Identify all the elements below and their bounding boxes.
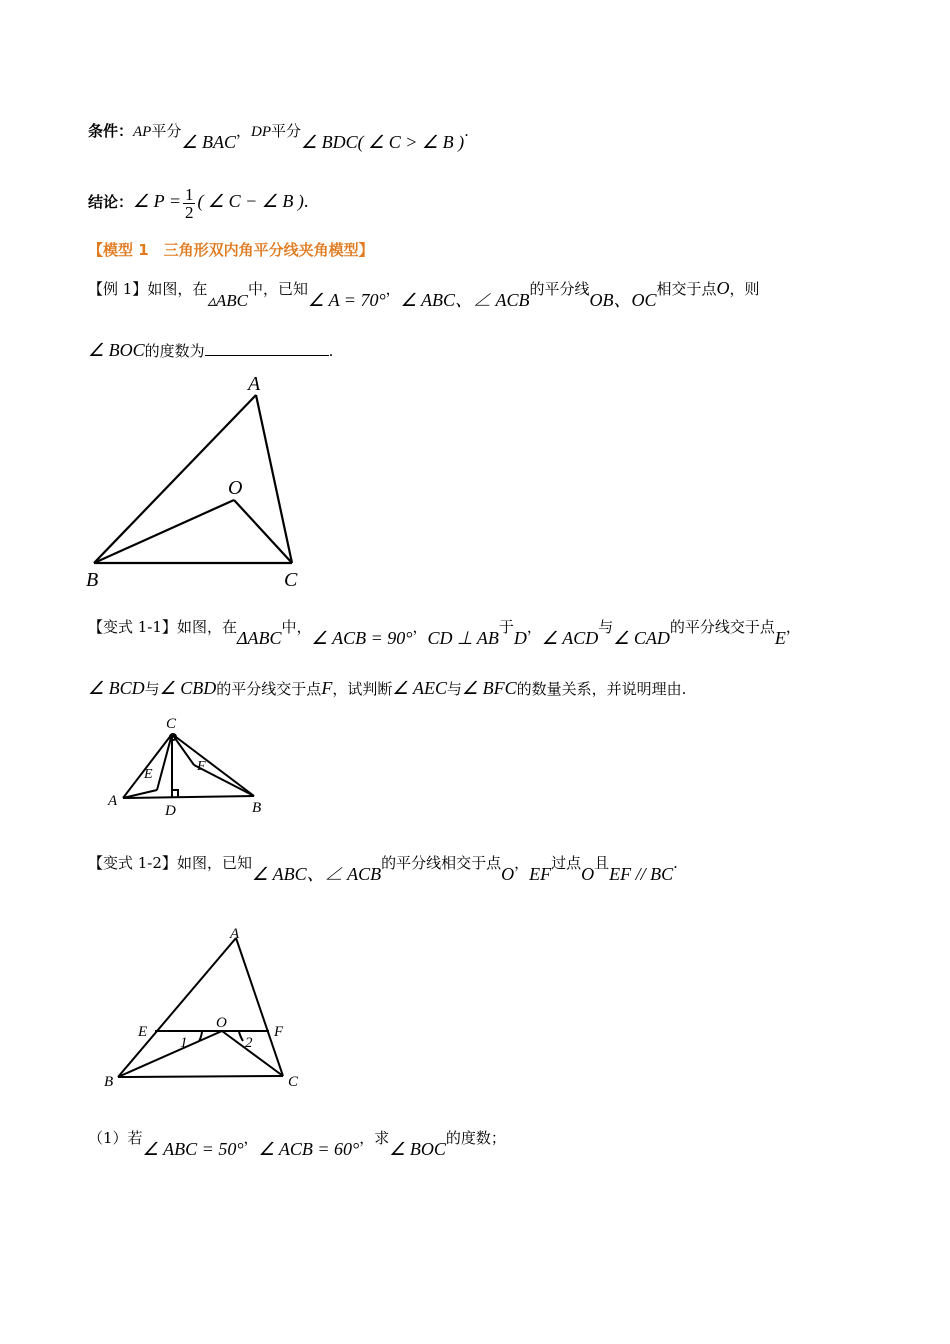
segment-bo — [94, 500, 234, 563]
condition-line — [88, 120, 469, 152]
answer-blank — [205, 341, 329, 356]
label-c: C — [284, 569, 298, 591]
label-c: C — [166, 716, 177, 732]
label-e: E — [144, 767, 153, 782]
point-d: D — [513, 628, 527, 648]
figure3-lines — [118, 938, 283, 1077]
label-d: D — [165, 803, 176, 819]
angle-bac: ∠ BAC — [181, 132, 236, 152]
figure-triangle-abo — [80, 372, 340, 592]
segment-ap: AP — [133, 124, 152, 140]
text: 的平分线交于点 — [669, 618, 775, 636]
text: 且 — [594, 854, 610, 872]
figure2-lines — [123, 734, 254, 798]
comma: ， — [514, 854, 530, 872]
period: . — [464, 122, 469, 140]
comma: ， — [236, 122, 252, 140]
label-f: F — [197, 759, 206, 774]
figure-triangle-ef-bc — [98, 920, 328, 1100]
angle-a-70: ∠ A = 70° — [307, 290, 386, 310]
label-f: F — [274, 1024, 284, 1040]
label-b: B — [252, 800, 262, 816]
text: 于 — [498, 618, 514, 636]
variant2-line — [88, 852, 678, 884]
angle-boc: ∠ BOC — [88, 340, 145, 360]
angles-abc-acb: ∠ ABC、∠ ACB — [251, 864, 382, 884]
segment-bo — [118, 1031, 222, 1077]
text: 的平分线相交于点 — [381, 854, 502, 872]
question1-number: （1）若 — [88, 1129, 143, 1147]
text: 如图，在 — [176, 618, 237, 636]
text: ，求 — [359, 1129, 390, 1147]
angle-2-arc — [239, 1032, 243, 1041]
segment-ab — [123, 796, 254, 798]
comma: ， — [412, 618, 428, 636]
angle-cbd: ∠ CBD — [159, 678, 217, 698]
point-f: F — [321, 678, 333, 698]
fraction-denominator: 2 — [184, 202, 194, 222]
segment-ef: EF — [529, 864, 552, 884]
comma: ， — [243, 1129, 259, 1147]
label-a: A — [248, 373, 261, 395]
fraction-numerator: 1 — [184, 184, 194, 204]
text: 的度数； — [445, 1129, 506, 1147]
segment-cb — [172, 734, 254, 796]
variant1-line2 — [88, 678, 686, 699]
angle-difference: ( ∠ C − ∠ B ) — [197, 191, 304, 211]
label-a: A — [230, 926, 240, 942]
comma: ， — [385, 280, 401, 298]
text: 的平分线 — [529, 280, 590, 298]
segment-oc — [234, 500, 292, 563]
text: 与 — [598, 618, 614, 636]
point-o: O — [501, 864, 515, 884]
text: 的数量关系，并说明理由. — [516, 680, 687, 698]
text-bisect: 平分 — [271, 122, 302, 140]
variant1-tag: 【变式 1-1】 — [88, 618, 177, 636]
fraction-half — [183, 186, 196, 221]
question1-line — [88, 1127, 506, 1159]
variant1-line1 — [88, 616, 801, 648]
model-heading: 【模型 1 三角形双内角平分线夹角模型】 — [88, 241, 374, 259]
text: 如图，在 — [147, 280, 208, 298]
period: . — [303, 191, 309, 211]
text: 中，已知 — [247, 280, 308, 298]
angle-acd: ∠ ACD — [541, 628, 599, 648]
text: 的平分线交于点 — [216, 680, 322, 698]
comma: ， — [526, 618, 542, 636]
period: . — [673, 854, 678, 872]
condition-inequality: ( ∠ C > ∠ B ) — [357, 132, 465, 152]
triangle-abc: ▵ABC — [207, 291, 248, 310]
condition-label: 条件： — [88, 122, 134, 140]
angle-abc-50: ∠ ABC = 50° — [142, 1139, 244, 1159]
example1-tag: 【例 1】 — [88, 280, 148, 298]
angle-cad: ∠ CAD — [613, 628, 670, 648]
point-e: E — [774, 628, 786, 648]
lines-ob-oc: OB、OC — [589, 290, 657, 310]
angle-bfc: ∠ BFC — [461, 678, 517, 698]
perpendicular-cd-ab: CD ⊥ AB — [427, 628, 499, 648]
example1-line1 — [88, 278, 760, 310]
text: 如图，已知 — [176, 854, 252, 872]
text: 相交于点 — [656, 280, 717, 298]
segment-dp: DP — [251, 124, 272, 140]
text-bisect: 平分 — [151, 122, 182, 140]
angle-bcd: ∠ BCD — [88, 678, 145, 698]
triangle-lines — [94, 395, 292, 563]
point-o: O — [581, 864, 595, 884]
angle-acb-60: ∠ ACB = 60° — [258, 1139, 360, 1159]
text: 过点 — [551, 854, 582, 872]
figure-right-triangle — [100, 710, 280, 820]
text: 与 — [446, 680, 462, 698]
variant2-tag: 【变式 1-2】 — [88, 854, 177, 872]
angle-boc: ∠ BOC — [389, 1139, 446, 1159]
label-b: B — [104, 1074, 114, 1090]
text: 的度数为 — [144, 342, 205, 360]
label-b: B — [86, 569, 99, 591]
label-o: O — [216, 1015, 227, 1031]
conclusion-label: 结论： — [88, 193, 134, 211]
segment-ab — [118, 938, 236, 1077]
label-1: 1 — [180, 1035, 188, 1051]
label-c: C — [288, 1074, 299, 1090]
label-e: E — [138, 1024, 148, 1040]
segment-ac — [123, 734, 172, 798]
conclusion-line — [88, 184, 308, 221]
text: ，则 — [729, 280, 760, 298]
period: . — [328, 342, 334, 360]
angle-acb-90: ∠ ACB = 90° — [311, 628, 413, 648]
parallel-ef-bc: EF // BC — [609, 864, 674, 884]
angle-p: ∠ P = — [133, 191, 181, 211]
segment-ac — [236, 938, 283, 1076]
angles-abc-acb: ∠ ABC、∠ ACB — [400, 290, 530, 310]
segment-bc — [118, 1076, 283, 1077]
label-2: 2 — [245, 1035, 253, 1051]
label-o: O — [228, 477, 243, 499]
angle-bdc: ∠ BDC — [301, 132, 358, 152]
triangle-abc: ΔABC — [236, 628, 282, 648]
text: ，试判断 — [332, 680, 393, 698]
segment-ac — [256, 395, 292, 563]
text: 与 — [144, 680, 160, 698]
text: 中， — [281, 618, 312, 636]
label-a: A — [108, 793, 118, 809]
example1-line2 — [88, 340, 333, 361]
point-o: O — [716, 278, 730, 298]
comma: ， — [785, 618, 801, 636]
angle-aec: ∠ AEC — [392, 678, 447, 698]
